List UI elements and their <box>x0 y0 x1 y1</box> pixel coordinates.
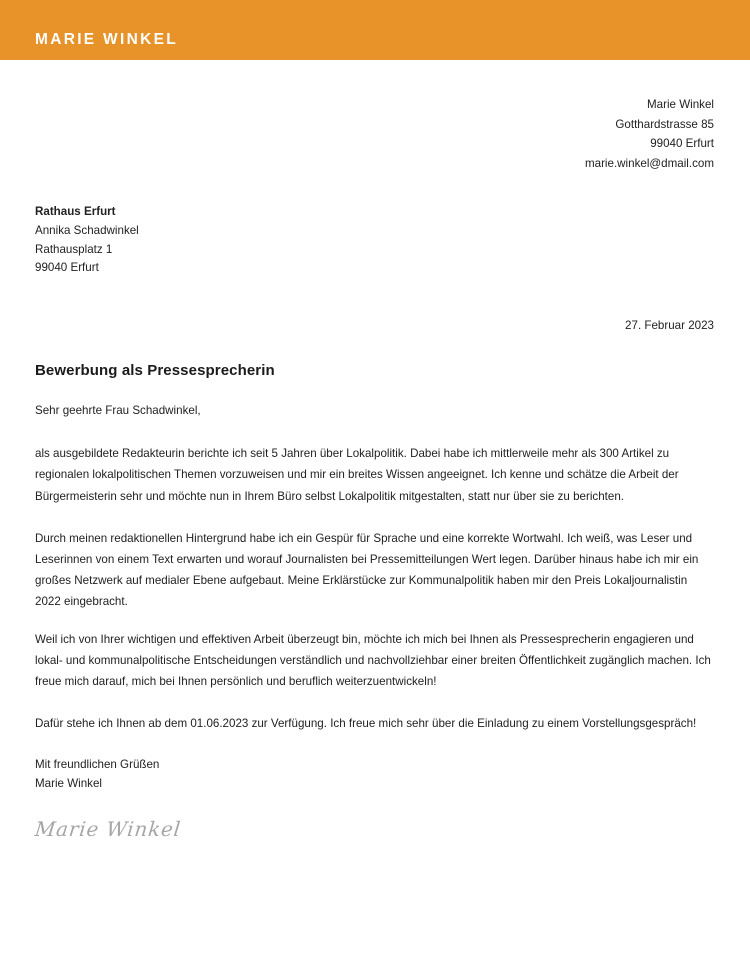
letter-date: 27. Februar 2023 <box>625 319 714 333</box>
sender-address-block <box>35 95 714 173</box>
sender-email: marie.winkel@dmail.com <box>584 156 714 170</box>
closing-name: Marie Winkel <box>35 777 102 791</box>
page-title: MARIE WINKEL <box>35 31 178 48</box>
body-text <box>35 443 714 734</box>
paragraph-4: Dafür stehe ich Ihnen ab dem 01.06.2023 zur Verfügung. Ich freue mich sehr über die Einladung zu einem Vorstellungsgespräch! <box>35 717 697 731</box>
recipient-address-block <box>35 203 714 278</box>
recipient-city: 99040 Erfurt <box>35 261 99 275</box>
sender-city: 99040 Erfurt <box>650 137 714 150</box>
recipient-street: Rathausplatz 1 <box>35 242 113 256</box>
subject-heading: Bewerbung als Pressesprecherin <box>35 362 275 380</box>
salutation: Sehr geehrte Frau Schadwinkel, <box>35 404 201 418</box>
recipient-contact-name: Annika Schadwinkel <box>35 223 139 237</box>
paragraph-1: als ausgebildete Redakteurin berichte ich seit 5 Jahren über Lokalpolitik. Dabei habe ich mittlerweile mehr als 300 Artikel zu regionalen lokalpolitischen Themen vorzuweisen und mir ein breites Wissen angeeignet. Ich kenne und schätze die Arbeit der Bürgermeisterin sehr und möchte nun in Ihrem Büro selbst Lokalpolitik mitgestalten, statt nur über sie zu berichten. <box>35 447 679 503</box>
signature-image: Marie Winkel <box>33 816 183 841</box>
paragraph-3: Weil ich von Ihrer wichtigen und effektiven Arbeit überzeugt bin, möchte ich mich bei Ihnen als Pressesprecherin engagieren und lokal- und kommunalpolitische Entscheidungen verständlich und nachvollziehbar einer breiten Öffentlichkeit zugänglich machen. Ich freue mich darauf, mich bei Ihnen persönlich und beruflich weiterzuentwickeln! <box>35 632 711 689</box>
closing-block <box>35 756 714 793</box>
letter-body <box>35 60 714 844</box>
paragraph-2: Durch meinen redaktionellen Hintergrund habe ich ein Gespür für Sprache und eine korrekte Wortwahl. Ich weiß, was Leser und Leserinnen von einem Text erwarten und worauf Journalisten bei Pressemitteilungen Wert legen. Darüber hinaus habe ich mir ein großes Netzwerk auf medialer Ebene aufgebaut. Meine Erklärstücke zur Kommunalpolitik haben mir den Preis Lokaljournalistin 2022 eingebracht. <box>35 531 699 609</box>
sender-street: Gotthardstrasse 85 <box>615 117 714 131</box>
closing-phrase: Mit freundlichen Grüßen <box>35 758 160 772</box>
header-band <box>0 0 750 60</box>
recipient-organization: Rathaus Erfurt <box>35 205 116 218</box>
sender-name: Marie Winkel <box>647 98 714 111</box>
